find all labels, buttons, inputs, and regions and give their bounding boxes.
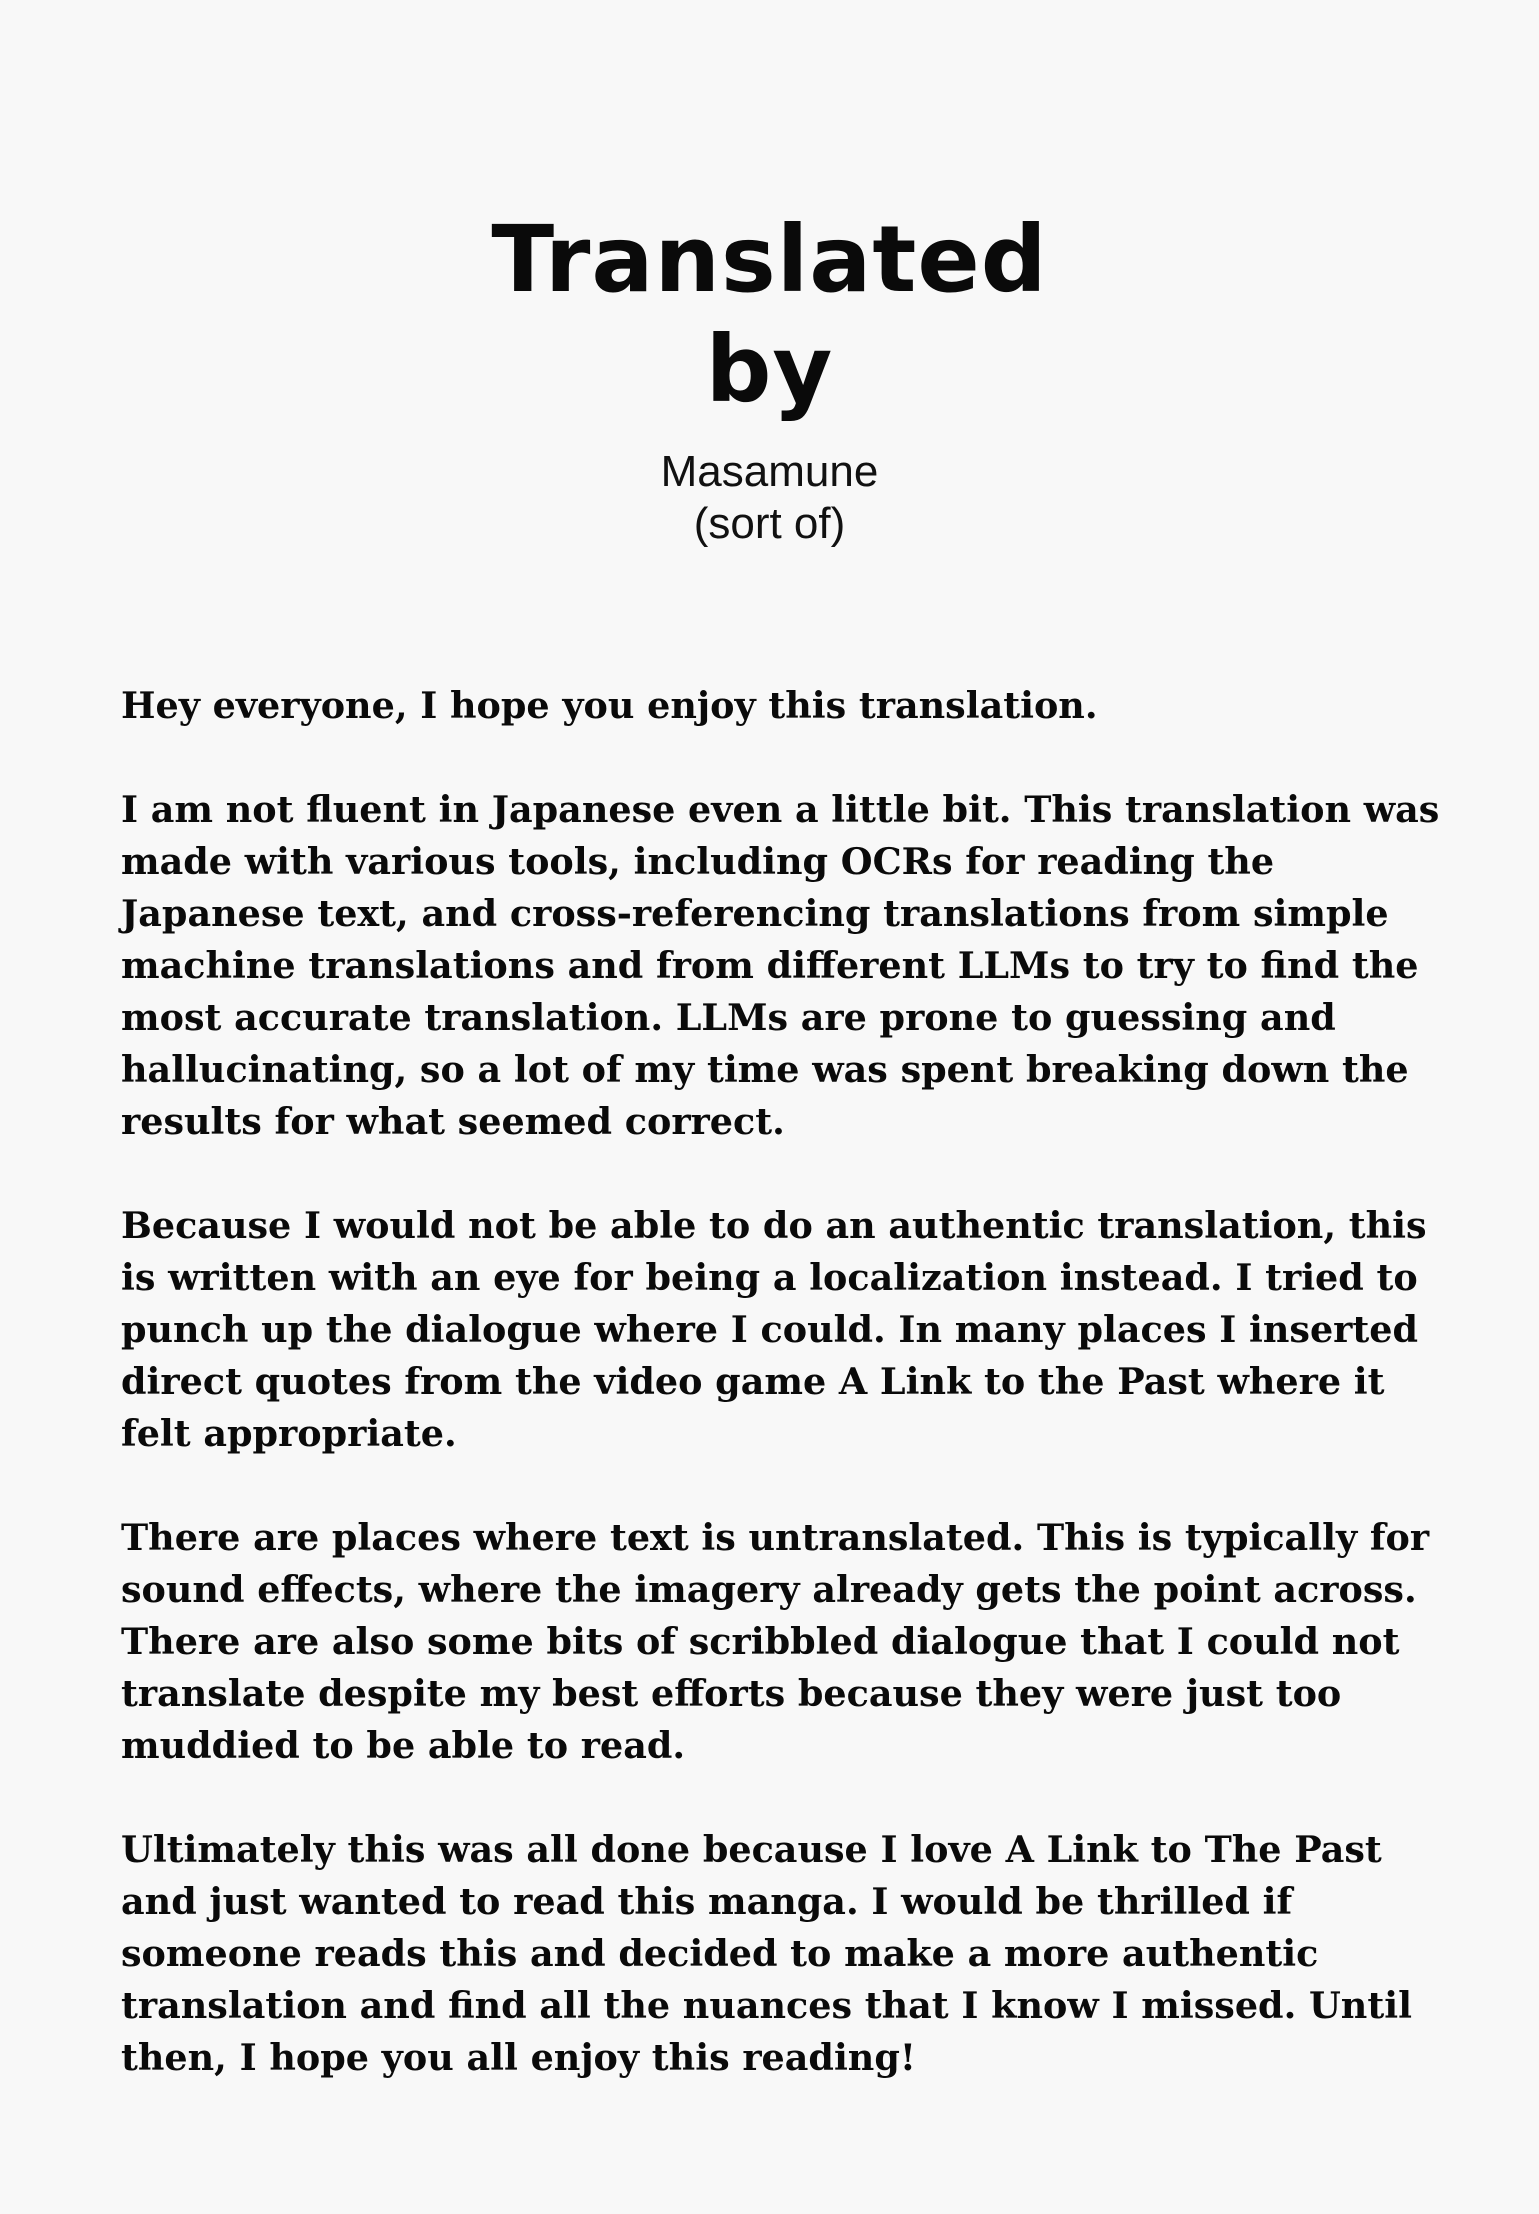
title-line-translated: Translated [491, 206, 1048, 313]
translator-name: Masamune [660, 447, 879, 496]
translator-credit [0, 446, 1539, 550]
paragraph-greeting: Hey everyone, I hope you enjoy this translation. [121, 684, 1098, 727]
paragraph-closing: Ultimately this was all done because I love A Link to The Past and just wanted to read this manga. I would be thrilled if someone reads this and decided to make a more authentic translation and find all the nuances that I know I missed. Until then, I hope you all enjoy this reading! [121, 1828, 1412, 2079]
translator-note: (sort of) [693, 499, 846, 548]
paragraph-untranslated: There are places where text is untranslated. This is typically for sound effects, where the imagery already gets the point across. There are also some bits of scribbled dialogue that I could not translate despite my best efforts because they were just too muddied to be able to read. [121, 1516, 1430, 1767]
paragraph-method: I am not fluent in Japanese even a little bit. This translation was made with various tools, including OCRs for reading the Japanese text, and cross-referencing translations from simple machine translations and from different LLMs to try to find the most accurate translation. LLMs are prone to guessing and hallucinating, so a lot of my time was spent breaking down the results for what seemed correct. [121, 788, 1440, 1143]
paragraph-localization: Because I would not be able to do an authentic translation, this is written with an eye for being a localization instead. I tried to punch up the dialogue where I could. In many places I inserted direct quotes from the video game A Link to the Past where it felt appropriate. [121, 1204, 1427, 1455]
translator-message [121, 680, 1441, 2136]
title-line-by: by [705, 316, 834, 423]
page-title [0, 205, 1539, 425]
